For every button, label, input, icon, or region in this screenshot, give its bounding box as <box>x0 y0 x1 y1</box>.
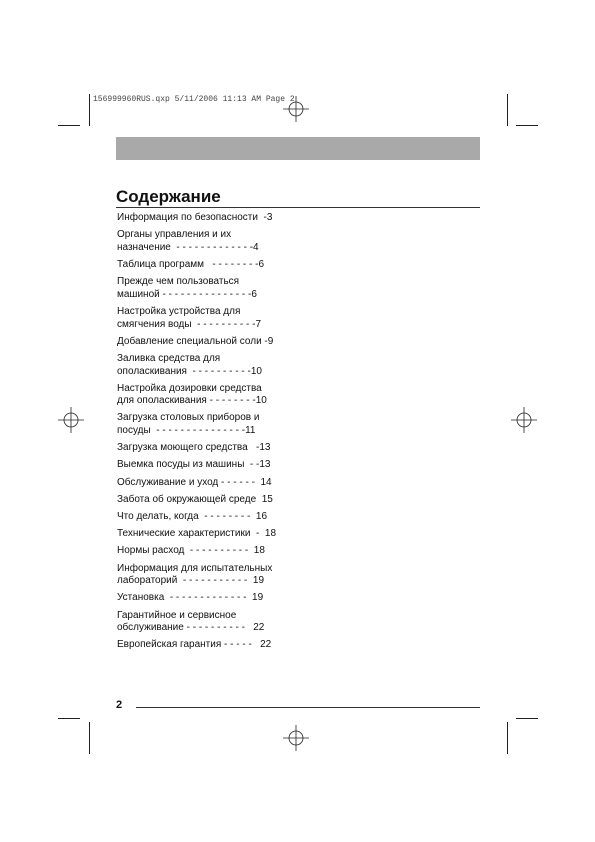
crop-mark-bottom-left-v <box>89 722 90 754</box>
registration-mark-bottom-icon <box>283 725 309 751</box>
toc-entry-line: Органы управления и их <box>117 229 232 241</box>
toc-entry-line: Установка - - - - - - - - - - - - - 19 <box>117 592 264 604</box>
page-number: 2 <box>116 699 123 711</box>
crop-mark-bottom-right-v <box>507 722 508 754</box>
toc-entry-line: Что делать, когда - - - - - - - - 16 <box>117 511 268 522</box>
toc-entry[interactable] <box>117 610 292 635</box>
toc-entry[interactable] <box>117 545 292 558</box>
toc-entry[interactable] <box>117 592 292 605</box>
title-rule <box>116 207 480 208</box>
crop-mark-top-right-h <box>516 125 538 126</box>
toc-entry-line: Загрузка столовых приборов и <box>117 412 260 424</box>
toc-entry[interactable] <box>117 412 292 437</box>
toc-entry[interactable] <box>117 212 292 225</box>
toc-entry-line: Гарантийное и сервисное <box>117 609 237 621</box>
toc-entry-line: Забота об окружающей среде 15 <box>117 493 273 505</box>
toc-entry[interactable] <box>117 276 292 301</box>
crop-mark-top-right-v <box>507 94 508 126</box>
crop-mark-top-left-v <box>89 94 90 126</box>
toc-entry-line: Обслуживание и уход - - - - - - 14 <box>117 476 272 488</box>
toc-entry[interactable] <box>117 259 292 272</box>
toc-entry-line: Нормы расход - - - - - - - - - - 18 <box>117 545 265 557</box>
crop-mark-bottom-right-h <box>516 718 538 719</box>
printer-slug: 156999960RUS.qxp 5/11/2006 11:13 AM Page 2 <box>93 95 295 104</box>
table-of-contents <box>117 212 292 657</box>
registration-mark-top-icon <box>283 96 309 122</box>
toc-entry-line: Таблица программ - - - - - - - -6 <box>117 258 265 270</box>
toc-entry-line: Настройка дозировки средства <box>117 382 262 394</box>
toc-entry[interactable] <box>117 353 292 378</box>
toc-entry-line: Настройка устройства для <box>117 305 241 317</box>
toc-entry-line: назначение - - - - - - - - - - - - -4 <box>117 241 259 253</box>
toc-entry-line: для ополаскивания - - - - - - - -10 <box>117 395 267 407</box>
toc-entry-line: смягчения воды - - - - - - - - - -7 <box>117 318 261 330</box>
toc-entry-line: Загрузка моющего средства -13 <box>117 442 271 454</box>
toc-entry[interactable] <box>117 528 292 541</box>
toc-entry[interactable] <box>117 494 292 507</box>
toc-entry-line: Прежде чем пользоваться <box>117 276 240 288</box>
toc-entry-line: Добавление специальной соли -9 <box>117 335 274 347</box>
crop-mark-bottom-left-h <box>58 718 80 719</box>
toc-entry-line: Выемка посуды из машины - -13 <box>117 459 271 471</box>
toc-entry-line: Технические характеристики - 18 <box>117 528 276 540</box>
crop-mark-top-left-h <box>58 125 80 126</box>
toc-entry[interactable] <box>117 442 292 455</box>
toc-entry-line: лабораторий - - - - - - - - - - - 19 <box>117 575 265 587</box>
toc-entry[interactable] <box>117 477 292 490</box>
header-band <box>116 137 480 160</box>
toc-entry[interactable] <box>117 459 292 472</box>
toc-entry[interactable] <box>117 639 292 652</box>
toc-entry-line: Заливка средства для <box>117 352 221 364</box>
toc-entry-line: Информация для испытательных <box>117 562 273 574</box>
toc-entry[interactable] <box>117 306 292 331</box>
toc-entry-line: обслуживание - - - - - - - - - - 22 <box>117 622 265 634</box>
toc-entry-line: ополаскивания - - - - - - - - - -10 <box>117 365 262 377</box>
toc-entry[interactable] <box>117 383 292 408</box>
registration-mark-right-icon <box>511 407 537 433</box>
toc-entry[interactable] <box>117 511 292 524</box>
toc-entry[interactable] <box>117 563 292 588</box>
toc-entry[interactable] <box>117 336 292 349</box>
registration-mark-left-icon <box>58 407 84 433</box>
toc-entry[interactable] <box>117 229 292 254</box>
toc-entry-line: машиной - - - - - - - - - - - - - - -6 <box>117 288 257 300</box>
footer-rule <box>136 707 480 708</box>
toc-entry-line: Европейская гарантия - - - - - 22 <box>117 639 272 651</box>
toc-entry-line: Информация по безопасности -3 <box>117 212 273 223</box>
page-title: Содержание <box>116 187 221 206</box>
toc-entry-line: посуды - - - - - - - - - - - - - - -11 <box>117 425 256 437</box>
